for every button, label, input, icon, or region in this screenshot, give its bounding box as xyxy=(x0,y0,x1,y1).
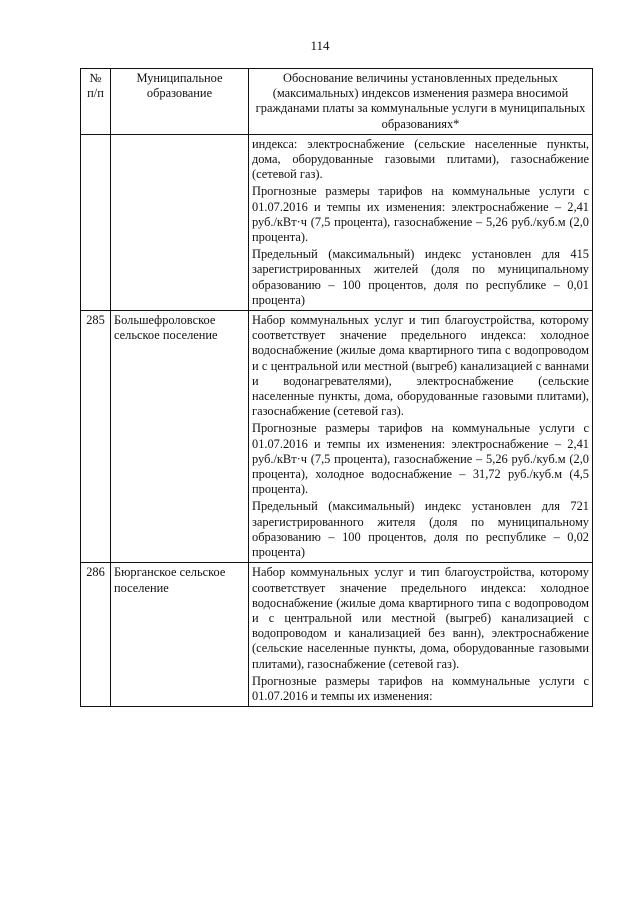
table-row xyxy=(81,311,593,563)
row-num: 285 xyxy=(81,311,111,563)
row-municipality xyxy=(111,134,249,310)
justification-paragraph: индекса: электроснабжение (сельские населенные пункты, дома, оборудованные газовыми плитами), газоснабжение (сетевой газ). xyxy=(252,136,589,182)
table-header-row xyxy=(81,69,593,135)
justification-paragraph: Прогнозные размеры тарифов на коммунальные услуги с 01.07.2016 и темпы их изменения: электроснабжение – 2,41 руб./кВт·ч (7,5 процента), газоснабжение – 5,26 руб./куб.м (2,0 процента). xyxy=(252,184,589,245)
page-number: 114 xyxy=(310,38,330,53)
justification-paragraph: Предельный (максимальный) индекс установлен для 415 зарегистрированных жителей (доля по муниципальному образованию – 100 процентов, доля по республике – 0,01 процента) xyxy=(252,247,589,307)
justification-paragraph: Прогнозные размеры тарифов на коммунальные услуги с 01.07.2016 и темпы их изменения: электроснабжение – 2,41 руб./кВт·ч (7,5 процента), газоснабжение – 5,26 руб./куб.м (2,0 процента), холодное водоснабжение – 31,72 руб./куб.м (4,5 процента). xyxy=(252,421,589,497)
justification-paragraph: Набор коммунальных услуг и тип благоустройства, которому соответствует значение предельного индекса: холодное водоснабжение (жилые дома квартирного типа с водопроводом и с центральной или местной (выгреб) канализацией с водопроводом и канализацией без ванн), электроснабжение (сельские населенные пункты, дома, оборудованные газовыми плитами), газоснабжение (сетевой газ). xyxy=(252,565,589,671)
table-row xyxy=(81,134,593,310)
justification-paragraph: Прогнозные размеры тарифов на коммунальные услуги с 01.07.2016 и темпы их изменения: xyxy=(252,673,589,703)
row-justification xyxy=(249,311,593,563)
tariff-index-table xyxy=(80,68,593,707)
header-municipality: Муниципальное образование xyxy=(111,69,249,135)
row-municipality: Бюрганское сельское поселение xyxy=(111,563,249,707)
row-num xyxy=(81,134,111,310)
row-justification xyxy=(249,563,593,707)
header-num: № п/п xyxy=(81,69,111,135)
table-row xyxy=(81,563,593,707)
row-num: 286 xyxy=(81,563,111,707)
justification-paragraph: Набор коммунальных услуг и тип благоустройства, которому соответствует значение предельного индекса: холодное водоснабжение (жилые дома квартирного типа с водопроводом и с центральной или местной (выгреб) канализацией с ваннами и водонагревателями), электроснабжение (сельские населенные пункты, дома, оборудованные газовыми плитами), газоснабжение (сетевой газ). xyxy=(252,313,589,419)
justification-paragraph: Предельный (максимальный) индекс установлен для 721 зарегистрированного жителя (доля по муниципальному образованию – 100 процентов, доля по республике – 0,02 процента) xyxy=(252,499,589,560)
row-justification xyxy=(249,134,593,310)
row-municipality: Большефроловское сельское поселение xyxy=(111,311,249,563)
header-justification: Обоснование величины установленных предельных (максимальных) индексов изменения размера вносимой гражданами платы за коммунальные услуги в муниципальных образованиях* xyxy=(249,69,593,135)
